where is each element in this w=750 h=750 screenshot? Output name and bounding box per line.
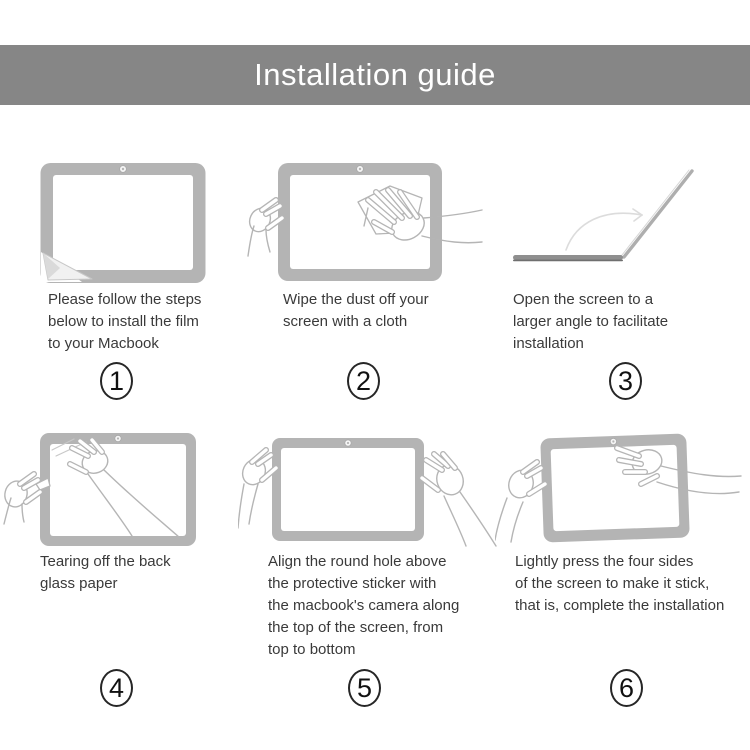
step-number: 6 <box>618 672 635 703</box>
left-hand-sketch <box>238 450 276 528</box>
caption-line: installation <box>513 335 584 352</box>
open-laptop-angle-icon <box>500 160 710 270</box>
step-number-badge <box>609 362 642 400</box>
caption-line: the top of the screen, from <box>268 619 444 636</box>
step-number: 2 <box>355 365 372 396</box>
press-four-sides-icon <box>495 428 750 553</box>
step-number: 5 <box>356 672 373 703</box>
step-number-badge <box>347 362 380 400</box>
caption-line: below to install the film <box>48 313 199 330</box>
caption-line: Tearing off the back <box>40 553 171 570</box>
step1-caption <box>48 289 201 355</box>
caption-line: Align the round hole above <box>268 553 447 570</box>
step-number-badge <box>100 362 133 400</box>
step-number-badge <box>610 669 643 707</box>
caption-line: larger angle to facilitate <box>513 313 669 330</box>
caption-line: Open the screen to a <box>513 291 654 308</box>
step-number: 4 <box>108 672 125 703</box>
step6-caption <box>515 551 724 617</box>
caption-line: the protective sticker with <box>268 575 437 592</box>
right-hand-sketch <box>422 454 496 546</box>
left-pressing-hand-sketch <box>495 462 545 542</box>
macbook-with-peeled-film-icon <box>40 160 210 290</box>
step3-caption <box>513 289 668 355</box>
step-number-badge <box>348 669 381 707</box>
wipe-screen-with-cloth-icon <box>240 160 490 290</box>
device-screen <box>53 175 193 270</box>
header-bar <box>0 45 750 105</box>
step5-caption <box>268 551 459 661</box>
step-number: 1 <box>108 365 125 396</box>
caption-line: the macbook's camera along <box>268 597 460 614</box>
caption-line: that is, complete the installation <box>515 597 725 614</box>
caption-line: top to bottom <box>268 641 356 658</box>
caption-line: to your Macbook <box>48 335 159 352</box>
caption-line: Lightly press the four sides <box>515 553 694 570</box>
step2-caption <box>283 289 429 333</box>
step4-caption <box>40 551 171 595</box>
page-title: Installation guide <box>254 57 496 92</box>
step-number: 3 <box>617 365 634 396</box>
caption-line: glass paper <box>40 575 118 592</box>
laptop-base <box>513 255 623 260</box>
step-number-badge <box>100 669 133 707</box>
caption-line: screen with a cloth <box>283 313 408 330</box>
caption-line: Wipe the dust off your <box>283 291 429 308</box>
small-hand-sketch <box>246 200 282 256</box>
caption-line: Please follow the steps <box>48 291 202 308</box>
tear-off-back-paper-icon <box>0 428 235 553</box>
caption-line: of the screen to make it stick, <box>515 575 710 592</box>
align-film-camera-icon <box>238 428 508 553</box>
device-screen <box>50 444 186 536</box>
